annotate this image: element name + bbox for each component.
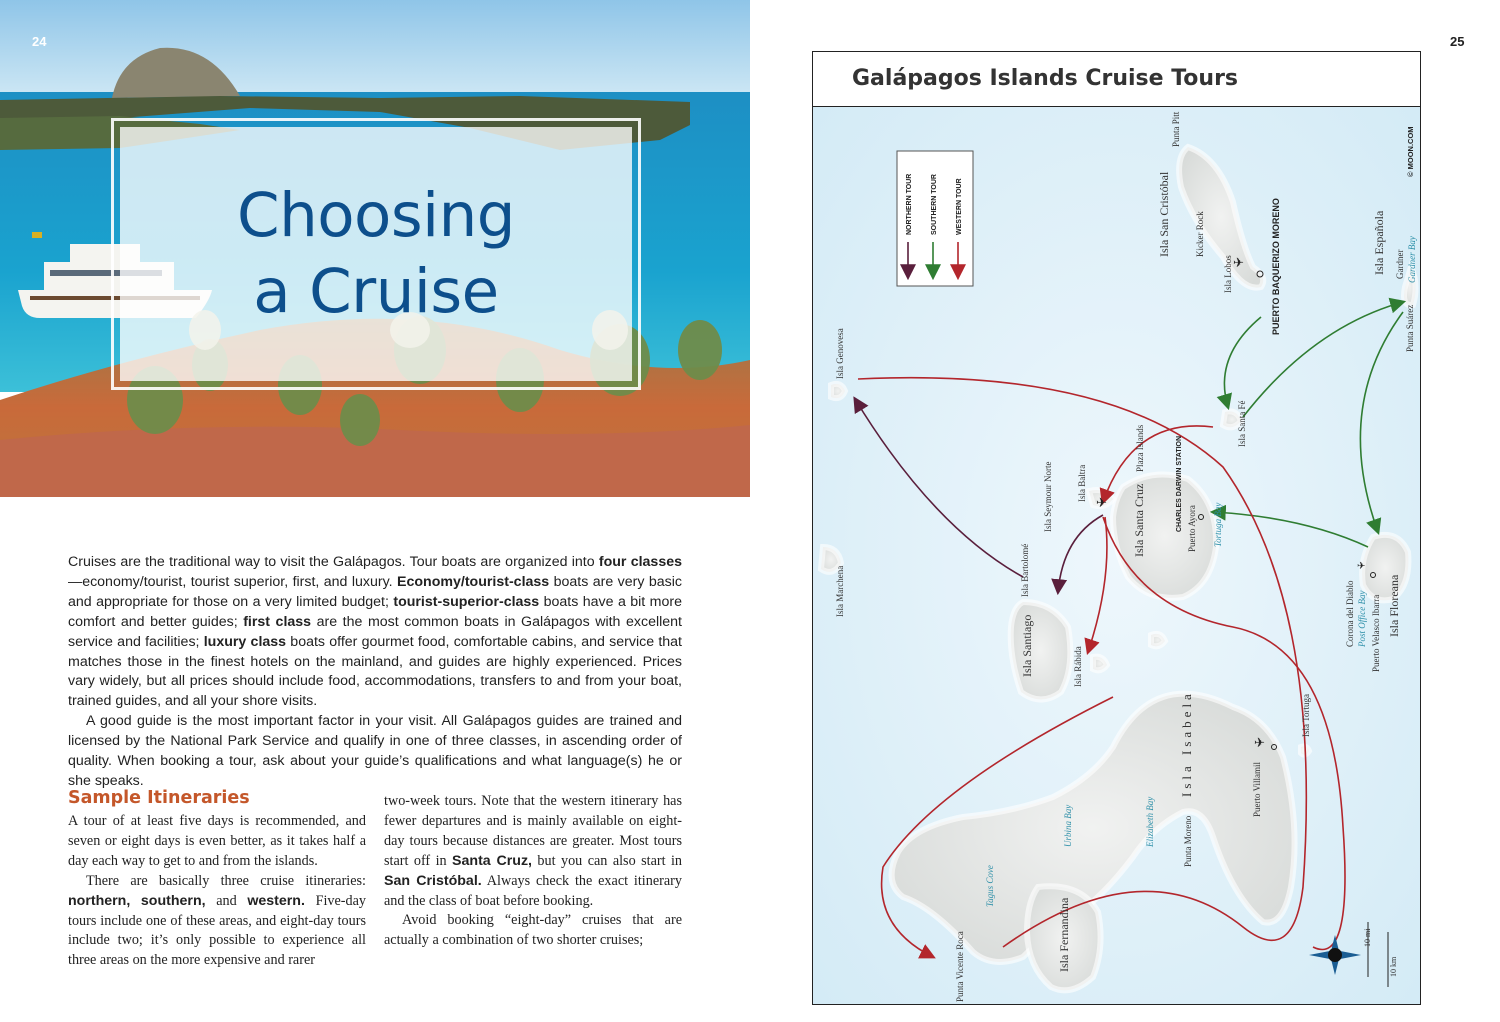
text-run: boats have a bit more comfort and better guides; xyxy=(68,593,682,630)
label-gardner: Gardner xyxy=(1395,249,1405,279)
label-charles-darwin: CHARLES DARWIN STATION xyxy=(1176,435,1183,532)
label-san-cristobal: Isla San Cristóbal xyxy=(1157,171,1171,257)
col2-paragraph-2: Avoid booking “eight-day” cruises that are actually a combination of two shorter cruises; xyxy=(384,912,682,949)
label-tagus: Tagus Cove xyxy=(985,865,995,907)
label-elizabeth: Elizabeth Bay xyxy=(1145,796,1155,847)
airport-icon: ✈ xyxy=(1096,495,1107,510)
sample-itineraries-heading: Sample Itineraries xyxy=(68,788,250,808)
island-pinzon xyxy=(1151,634,1165,646)
map-legend xyxy=(897,151,973,286)
bold-term: San Cristóbal. xyxy=(384,872,482,889)
galapagos-map xyxy=(813,107,1420,1004)
text-run: boats are very basic and appropriate for those on a very limited budget; xyxy=(68,573,682,610)
label-santiago: Isla Santiago xyxy=(1020,614,1034,677)
bold-term: luxury class xyxy=(203,633,287,650)
text-run: —economy/tourist, tourist superior, first, and luxury. xyxy=(68,573,398,590)
text-run: Five-day tours include one of these areas, and eight-day tours include two; it’s only possible to experience all three areas on the more expensive and rarer xyxy=(68,892,367,969)
text-run: and xyxy=(205,892,248,909)
label-urbina: Urbina Bay xyxy=(1063,804,1073,847)
col1-paragraph-2 xyxy=(68,872,366,972)
airport-icon: ✈ xyxy=(1254,735,1265,750)
text-run: Cruises are the traditional way to visit the Galápagos. Tour boats are organized into xyxy=(68,554,599,570)
label-post-office: Post Office Bay xyxy=(1357,590,1367,647)
label-puerto-velasco: Puerto Velasco Ibarra xyxy=(1371,594,1381,672)
intro-paragraph-1 xyxy=(68,553,682,712)
page-number-left: 24 xyxy=(32,34,47,49)
label-kicker-rock: Kicker Rock xyxy=(1195,211,1205,257)
label-fernandina: Isla Fernandina xyxy=(1057,897,1071,972)
label-isla-lobos: Isla Lobos xyxy=(1223,255,1233,293)
chapter-title-line1: Choosing xyxy=(236,179,515,251)
bold-term: southern, xyxy=(140,892,206,909)
bold-term: Economy/tourist-class xyxy=(397,573,550,590)
map-title: Galápagos Islands Cruise Tours xyxy=(852,66,1239,91)
legend-southern: SOUTHERN TOUR xyxy=(931,174,938,235)
text-run: two-week tours. Note that the western itinerary has fewer departures and is mainly available on eight-day tours because distances are greater. Most tours start off in xyxy=(384,793,682,869)
label-marchena: Isla Marchena xyxy=(835,565,845,617)
label-espanola: Isla Española xyxy=(1372,210,1386,275)
airport-icon: ✈ xyxy=(1233,255,1244,270)
bold-term: northern, xyxy=(68,892,131,909)
label-isabela: Isla Isabela xyxy=(1179,690,1194,797)
chapter-title xyxy=(237,178,515,331)
label-punta-pitt: Punta Pitt xyxy=(1171,111,1181,147)
label-punta-suarez: Punta Suárez xyxy=(1405,304,1415,352)
label-seymour: Isla Seymour Norte xyxy=(1043,461,1053,532)
text-run xyxy=(130,893,141,909)
label-punta-vicente: Punta Vicente Roca xyxy=(955,931,965,1002)
bold-term: four classes xyxy=(598,554,682,570)
bold-term: Santa Cruz, xyxy=(452,852,532,869)
intro-paragraph-2: A good guide is the most important factor in your visit. All Galápagos guides are trained and licensed by the National Park Service and qualify in one of three classes, in ascending order of quality. When booking a tour, ask about your guide’s qualifications and what language(s) he or she speaks. xyxy=(68,713,682,789)
label-punta-moreno: Punta Moreno xyxy=(1183,815,1193,867)
map-credit: © MOON.COM xyxy=(1406,126,1415,177)
text-column-1 xyxy=(68,812,366,971)
island-genovesa xyxy=(831,384,845,398)
scale-km: 10 km xyxy=(1389,956,1398,977)
label-floreana: Isla Floreana xyxy=(1387,574,1401,637)
text-column-2 xyxy=(384,792,682,951)
text-run: There are basically three cruise itineraries: xyxy=(86,872,366,889)
label-santa-fe: Isla Santa Fé xyxy=(1237,400,1247,447)
label-rabida: Isla Rábida xyxy=(1073,646,1083,687)
label-puerto-ayora: Puerto Ayora xyxy=(1187,505,1197,552)
label-puerto-baquerizo: PUERTO BAQUERIZO MORENO xyxy=(1271,198,1281,335)
legend-western: WESTERN TOUR xyxy=(956,178,963,235)
label-puerto-villamil: Puerto Villamil xyxy=(1252,761,1262,817)
label-santa-cruz: Isla Santa Cruz xyxy=(1132,483,1146,557)
label-baltra: Isla Baltra xyxy=(1077,464,1087,502)
label-tortuga-bay: Tortuga Bay xyxy=(1213,502,1223,547)
label-isla-tortuga: Isla Tortuga xyxy=(1301,694,1311,737)
chapter-title-box xyxy=(120,127,632,381)
scale-miles: 10 mi xyxy=(1363,928,1372,947)
col1-paragraph-1: A tour of at least five days is recommended, and seven or eight days is even better, as it takes half a day each way to get to and from the islands. xyxy=(68,813,366,869)
label-plaza: Plaza Islands xyxy=(1135,424,1145,472)
island-rabida xyxy=(1093,657,1107,671)
label-gardner-bay: Gardner Bay xyxy=(1407,236,1417,283)
text-run: Always check the exact itinerary and the class of boat before booking. xyxy=(384,872,682,909)
label-corona: Corona del Diablo xyxy=(1345,580,1355,647)
text-run: are the most common boats in Galápagos with excellent service and facilities; xyxy=(68,613,682,650)
intro-text xyxy=(68,553,682,792)
airport-icon: ✈ xyxy=(1357,561,1366,572)
label-bartolome: Isla Bartolomé xyxy=(1020,543,1030,597)
text-run: but you can also start in xyxy=(531,852,682,869)
island-floreana xyxy=(1362,535,1408,600)
legend-northern: NORTHERN TOUR xyxy=(906,173,913,235)
bold-term: first class xyxy=(243,613,312,630)
bold-term: western. xyxy=(247,892,305,909)
island-santa-cruz xyxy=(1113,475,1216,598)
bold-term: tourist-superior-class xyxy=(393,593,540,610)
text-run: boats offer gourmet food, comfortable cabins, and service that matches those in the finest hotels on the mainland, and guides are highly experienced. Prices vary widely, but all prices should include food, accommodations, transfers to and from your boat, trained guides, and all your shore visits. xyxy=(68,633,682,710)
page-number-right: 25 xyxy=(1450,34,1465,49)
chapter-title-line2: a Cruise xyxy=(253,256,499,327)
label-genovesa: Isla Genovesa xyxy=(835,328,845,379)
col2-paragraph-1 xyxy=(384,792,682,911)
